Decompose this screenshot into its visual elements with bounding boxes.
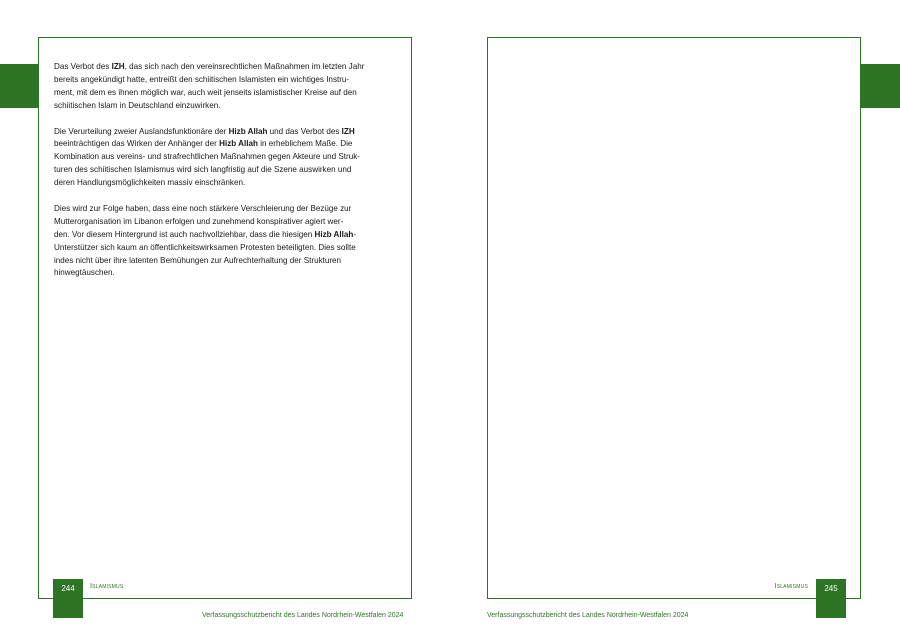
body-paragraph [54, 61, 394, 113]
text-run: beeinträchtigen das Wirken der Anhänger der [54, 139, 220, 149]
text-run: deren Handlungsmöglichkeiten massiv einschränken. [54, 178, 246, 188]
text-run: Die Verurteilung zweier Auslandsfunktionäre der [54, 126, 229, 136]
text-run: in erheblichem Maße. Die [257, 139, 353, 149]
text-run: Dies wird zur Folge haben, dass eine noch stärkere Verschleierung der Bezüge zur [54, 203, 352, 213]
text-run: , das sich nach den vereinsrechtlichen Maßnahmen im letzten Jahr [124, 62, 365, 71]
page-number-right: 245 [816, 579, 846, 618]
text-run: und das Verbot des [267, 126, 342, 136]
text-run: indes nicht über ihre latenten Bemühungen zur Aufrechterhaltung der Strukturen [54, 255, 342, 265]
text-run: bereits angekündigt hatte, entreißt den schiitischen Islamisten ein wichtiges Instru- [54, 74, 350, 84]
right-chapter-tab [861, 64, 900, 108]
text-run: Kombination aus vereins- und strafrechtlichen Maßnahmen gegen Akteure und Struk- [54, 152, 360, 162]
text-run: Mutterorganisation im Libanon erfolgen und zunehmend konspirativer agiert wer- [54, 216, 344, 226]
section-label-right: Islamismus [774, 583, 808, 590]
bold-term: Hizb Allah [219, 139, 258, 149]
page-number-left: 244 [53, 579, 83, 618]
left-chapter-tab [0, 64, 38, 108]
body-paragraph [54, 126, 394, 191]
text-run: - [353, 229, 357, 239]
text-run: Das Verbot des [54, 62, 112, 71]
text-run: den. Vor diesem Hintergrund ist auch nachvollziehbar, dass die hiesigen [54, 229, 315, 239]
bold-term: Hizb Allah [314, 229, 354, 239]
body-paragraph [54, 203, 394, 280]
text-run: turen des schiitischen Islamismus wird sich langfristig auf die Szene auswirken und [54, 165, 352, 175]
text-run: hinwegtäuschen. [54, 268, 115, 278]
left-page-body [54, 61, 394, 293]
footer-right: Verfassungsschutzbericht des Landes Nordrhein-Westfalen 2024 [487, 612, 689, 619]
bold-term: IZH [341, 126, 355, 136]
text-run: schiitischen Islam in Deutschland einzuwirken. [54, 100, 221, 110]
bold-term: IZH [111, 62, 125, 71]
text-run: Unterstützer sich kaum an öffentlichkeitswirksamen Protesten beteiligten. Dies sollte [54, 242, 356, 252]
section-label-left: Islamismus [90, 583, 124, 590]
bold-term: Hizb Allah [228, 126, 268, 136]
text-run: ment, mit dem es ihnen möglich war, auch weit jenseits islamistischer Kreise auf den [54, 87, 357, 97]
footer-left: Verfassungsschutzbericht des Landes Nordrhein-Westfalen 2024 [202, 612, 404, 619]
right-page [487, 37, 861, 599]
